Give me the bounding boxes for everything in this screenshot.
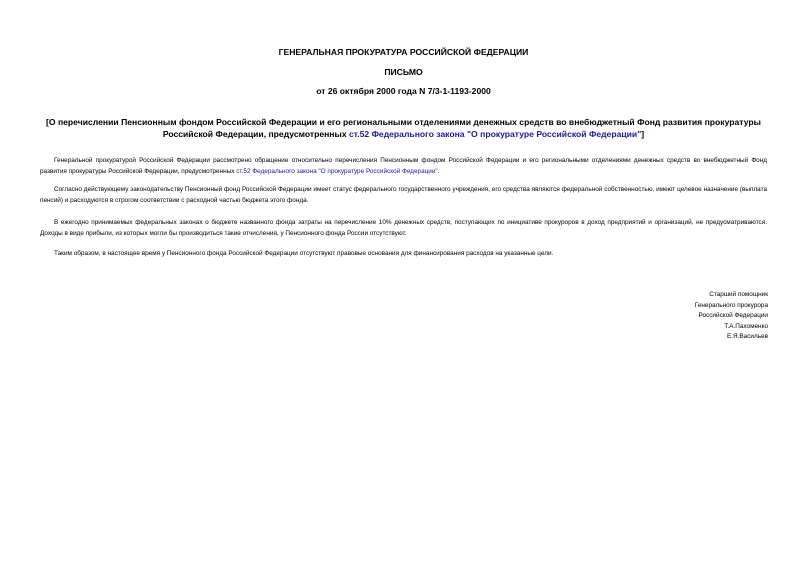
signature-block: [695, 290, 768, 343]
subject-closing-bracket: ]: [641, 129, 645, 139]
signature-line-position: Старший помощник: [709, 291, 768, 298]
signatory-name-1: Т.А.Пахоменко: [724, 322, 768, 330]
document-type: ПИСЬМО: [384, 67, 423, 77]
signature-line-country: Российской Федерации: [698, 312, 768, 320]
subject-law-link[interactable]: ст.52 Федерального закона "О прокуратуре Российской Федерации": [349, 129, 642, 139]
paragraph-1-text: Генеральной прокуратурой Российской Федерации рассмотрено обращение относительно перечисления Пенсионным фондом Российской Федерации и его региональными отделениями денежных средств во внебюджетный Фонд развития прокуратуры Российской Федерации, предусмотренных: [40, 157, 767, 175]
document-subject: [40, 116, 767, 140]
paragraph-4: Таким образом, в настоящее время у Пенсионного фонда Российской Федерации отсутствуют правовые основания для финансирования расходов на указанные цели.: [54, 250, 554, 257]
signatory-name-2: Е.Я.Васильев: [726, 333, 768, 341]
paragraph-1: [40, 156, 767, 177]
paragraph-1-law-link[interactable]: ст.52 Федерального закона "О прокуратуре Российской Федерации": [236, 167, 438, 175]
paragraph-1-end: .: [437, 167, 440, 175]
issuing-organization: ГЕНЕРАЛЬНАЯ ПРОКУРАТУРА РОССИЙСКОЙ ФЕДЕРАЦИИ: [278, 47, 529, 57]
paragraph-2: Согласно действующему законодательству Пенсионный фонд Российской Федерации имеет статус федерального государственного учреждения, его средства являются федеральной собственностью, имеют целевое назначение (выплата пенсий) и расходуются в строгом соответствии с расходной частью бюджета этого фонда.: [40, 186, 767, 204]
subject-text: [О перечислении Пенсионным фондом Российской Федерации и его региональными отделениями денежных средств во внебюджетный Фонд развития прокуратуры Российской Федерации, предусмотренных: [46, 117, 761, 139]
paragraph-3: В ежегодно принимаемых федеральных законах о бюджете названного фонда затраты на перечисление 10% денежных средств, поступающих по инициативе прокуроров в доход предприятий и организаций, не предусматриваются. Доходы в виде прибыли, из которых могли бы производиться такие отчисления, у Пенсионного фонда России отсутствуют.: [40, 219, 767, 237]
document-date-number: от 26 октября 2000 года N 7/3-1-1193-2000: [316, 86, 491, 96]
signature-line-office: Генерального прокурора: [694, 301, 768, 309]
